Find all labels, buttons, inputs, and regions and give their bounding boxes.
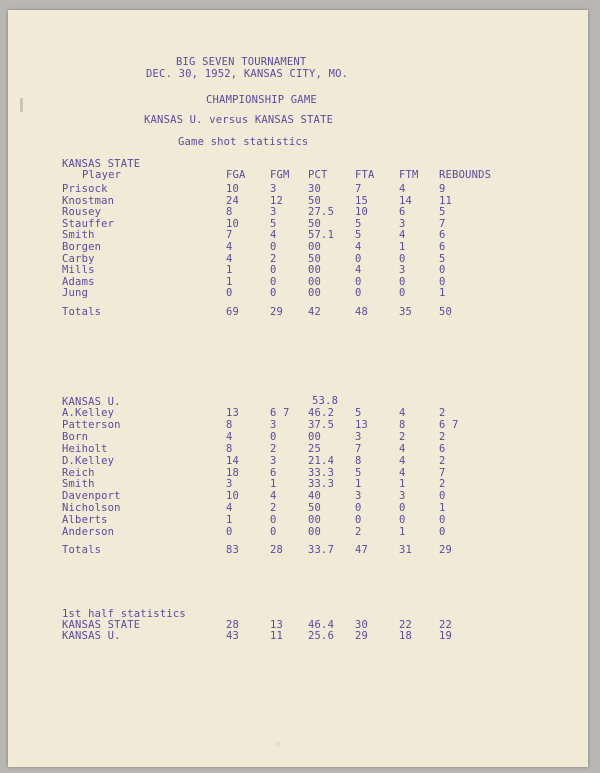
cell-fgm: 3 — [270, 454, 277, 467]
cell-fga: 4 — [226, 502, 233, 515]
cell-fta: 7 — [355, 442, 362, 455]
cell-reb: 5 — [439, 206, 446, 219]
stats-subtitle: Game shot statistics — [178, 136, 309, 148]
cell-name: A.Kelley — [62, 407, 115, 419]
cell-name: Mills — [62, 264, 95, 277]
cell-ftm: 4 — [399, 466, 406, 479]
total-pct: 33.7 — [308, 544, 335, 556]
table-row — [8, 407, 588, 418]
cell-fgm: 1 — [270, 478, 277, 491]
col-pct: PCT — [308, 169, 328, 181]
cell-ftm: 4 — [399, 442, 406, 455]
column-header-row — [8, 169, 588, 180]
cell-fta: 30 — [355, 619, 369, 631]
cell-fta: 4 — [355, 264, 362, 277]
cell-pct: 00 — [308, 526, 322, 538]
cell-fta: 13 — [355, 418, 369, 431]
cell-ftm: 3 — [399, 217, 406, 230]
cell-fta: 5 — [355, 466, 362, 479]
total-name: Totals — [62, 544, 102, 556]
total-fta: 47 — [355, 544, 369, 556]
cell-pct: 33.3 — [308, 478, 335, 491]
cell-reb: 2 — [439, 454, 446, 467]
cell-reb: 0 — [439, 490, 446, 503]
table-row — [8, 455, 588, 466]
cell-pct: 50 — [308, 502, 322, 515]
table-row — [8, 478, 588, 489]
table-row — [8, 490, 588, 501]
table-row — [8, 241, 588, 252]
cell-pct: 46.2 — [308, 407, 335, 419]
cell-reb: 6 — [439, 442, 446, 455]
cell-fga: 3 — [226, 478, 233, 491]
cell-ftm: 0 — [399, 252, 406, 265]
cell-fta: 3 — [355, 490, 362, 503]
total-reb: 50 — [439, 306, 453, 318]
cell-fga: 1 — [226, 264, 233, 277]
cell-fga: 1 — [226, 275, 233, 288]
cell-fgm: 2 — [270, 252, 277, 265]
cell-ftm: 0 — [399, 287, 406, 300]
cell-ftm: 6 — [399, 206, 406, 219]
cell-name: Prisock — [62, 183, 108, 195]
cell-ftm: 0 — [399, 514, 406, 527]
cell-reb: 0 — [439, 275, 446, 288]
cell-name: Jung — [62, 287, 89, 300]
cell-fta: 0 — [355, 514, 362, 527]
cell-fta: 5 — [355, 229, 362, 242]
cell-reb: 6 — [439, 229, 446, 242]
col-rebounds: REBOUNDS — [439, 169, 492, 181]
cell-ftm: 14 — [399, 194, 413, 207]
total-fgm: 29 — [270, 306, 284, 318]
cell-pct: 33.3 — [308, 466, 335, 479]
col-ftm: FTM — [399, 169, 419, 181]
cell-name: Alberts — [62, 514, 108, 527]
cell-reb: 0 — [439, 514, 446, 527]
cell-reb: 5 — [439, 252, 446, 265]
cell-ftm: 18 — [399, 630, 413, 642]
cell-fgm: 0 — [270, 514, 277, 527]
table-row — [8, 218, 588, 229]
cell-fta: 5 — [355, 217, 362, 230]
total-ftm: 31 — [399, 544, 413, 556]
table-row — [8, 183, 588, 194]
pct-correction: 53.8 — [312, 395, 339, 407]
cell-fta: 7 — [355, 183, 362, 195]
cell-reb: 0 — [439, 264, 446, 277]
faint-stamp: ○ — [276, 740, 281, 748]
cell-fga: 1 — [226, 514, 233, 527]
cell-fta: 8 — [355, 454, 362, 467]
cell-fgm: 0 — [270, 275, 277, 288]
cell-fta: 10 — [355, 206, 369, 219]
cell-fga: 14 — [226, 454, 240, 467]
cell-ftm: 0 — [399, 275, 406, 288]
total-fta: 48 — [355, 306, 369, 318]
cell-fga: 43 — [226, 630, 240, 642]
table-row — [8, 431, 588, 442]
cell-fga: 8 — [226, 418, 233, 431]
cell-fgm: 2 — [270, 442, 277, 455]
cell-fgm: 3 — [270, 418, 277, 431]
cell-pct: 00 — [308, 275, 322, 288]
cell-name: Nicholson — [62, 502, 121, 515]
cell-ftm: 2 — [399, 430, 406, 443]
cell-ftm: 4 — [399, 407, 406, 419]
cell-fgm: 13 — [270, 619, 284, 631]
cell-pct: 27.5 — [308, 206, 335, 219]
table-row — [8, 514, 588, 525]
cell-name: KANSAS STATE — [62, 619, 141, 631]
matchup: KANSAS U. versus KANSAS STATE — [144, 114, 334, 126]
team-name-kansas-state: KANSAS STATE — [62, 158, 141, 170]
cell-fgm: 5 — [270, 217, 277, 230]
cell-fgm: 12 — [270, 194, 284, 207]
cell-fgm: 0 — [270, 241, 277, 253]
col-player: Player — [82, 169, 122, 181]
cell-name: Borgen — [62, 241, 102, 253]
cell-pct: 30 — [308, 183, 322, 195]
cell-fga: 8 — [226, 206, 233, 219]
col-fga: FGA — [226, 169, 246, 181]
cell-pct: 50 — [308, 252, 322, 265]
cell-fgm: 3 — [270, 206, 277, 219]
cell-reb: 7 — [439, 217, 446, 230]
cell-reb: 11 — [439, 194, 453, 207]
cell-fga: 7 — [226, 229, 233, 242]
cell-reb: 1 — [439, 287, 446, 300]
cell-reb: 1 — [439, 502, 446, 515]
cell-pct: 00 — [308, 430, 322, 443]
cell-pct: 00 — [308, 514, 322, 527]
cell-pct: 25 — [308, 442, 322, 455]
col-fgm: FGM — [270, 169, 290, 181]
cell-fta: 0 — [355, 287, 362, 300]
cell-ftm: 4 — [399, 454, 406, 467]
cell-pct: 57.1 — [308, 229, 335, 242]
cell-pct: 00 — [308, 287, 322, 300]
cell-fgm: 0 — [270, 430, 277, 443]
total-fga: 83 — [226, 544, 240, 556]
cell-fgm: 4 — [270, 490, 277, 503]
cell-ftm: 4 — [399, 183, 406, 195]
total-pct: 42 — [308, 306, 322, 318]
cell-fgm: 6 — [270, 466, 277, 479]
cell-ftm: 4 — [399, 229, 406, 242]
cell-fga: 10 — [226, 217, 240, 230]
total-ftm: 35 — [399, 306, 413, 318]
cell-fta: 2 — [355, 526, 362, 538]
cell-ftm: 3 — [399, 264, 406, 277]
table-row — [8, 195, 588, 206]
punch-mark — [20, 98, 23, 112]
table-row — [8, 276, 588, 287]
cell-reb: 2 — [439, 478, 446, 491]
cell-fga: 4 — [226, 241, 233, 253]
cell-fga: 18 — [226, 466, 240, 479]
tournament-title: BIG SEVEN TOURNAMENT — [176, 56, 307, 68]
date-place: DEC. 30, 1952, KANSAS CITY, MO. — [146, 68, 349, 80]
cell-fgm: 0 — [270, 287, 277, 300]
cell-name: Anderson — [62, 526, 115, 538]
cell-fgm: 0 — [270, 264, 277, 277]
total-fgm: 28 — [270, 544, 284, 556]
cell-ftm: 3 — [399, 490, 406, 503]
team-name-kansas-u: KANSAS U. — [62, 396, 121, 408]
total-name: Totals — [62, 306, 102, 318]
cell-fgm: 4 — [270, 229, 277, 242]
cell-reb: 0 — [439, 526, 446, 538]
cell-name: D.Kelley — [62, 454, 115, 467]
cell-fgm: 3 — [270, 183, 277, 195]
cell-fgm: 11 — [270, 630, 284, 642]
cell-fga: 28 — [226, 619, 240, 631]
cell-fgm: 2 — [270, 502, 277, 515]
cell-fga: 13 — [226, 407, 240, 419]
document-page — [8, 10, 588, 767]
cell-fga: 10 — [226, 490, 240, 503]
cell-name: Patterson — [62, 418, 121, 431]
table-row — [8, 264, 588, 275]
cell-pct: 00 — [308, 264, 322, 277]
cell-name: Knostman — [62, 194, 115, 207]
cell-pct: 40 — [308, 490, 322, 503]
cell-fga: 8 — [226, 442, 233, 455]
cell-ftm: 0 — [399, 502, 406, 515]
cell-name: Adams — [62, 275, 95, 288]
cell-fga: 4 — [226, 430, 233, 443]
cell-fta: 0 — [355, 502, 362, 515]
cell-fga: 4 — [226, 252, 233, 265]
cell-name: Smith — [62, 478, 95, 491]
table-row — [8, 526, 588, 537]
cell-reb: 6 — [439, 241, 446, 253]
cell-pct: 46.4 — [308, 619, 335, 631]
total-reb: 29 — [439, 544, 453, 556]
cell-pct: 00 — [308, 241, 322, 253]
table-row — [8, 419, 588, 430]
cell-fta: 1 — [355, 478, 362, 491]
cell-name: Stauffer — [62, 217, 115, 230]
col-fta: FTA — [355, 169, 375, 181]
cell-name: Born — [62, 430, 89, 443]
table-row — [8, 502, 588, 513]
cell-ftm: 8 — [399, 418, 406, 431]
total-fga: 69 — [226, 306, 240, 318]
cell-fga: 10 — [226, 183, 240, 195]
cell-reb: 7 — [439, 466, 446, 479]
cell-fta: 29 — [355, 630, 369, 642]
table-row — [8, 619, 588, 630]
table-row — [8, 630, 588, 641]
cell-fgm: 6 7 — [270, 407, 290, 419]
cell-fga: 24 — [226, 194, 240, 207]
table-row — [8, 253, 588, 264]
cell-ftm: 22 — [399, 619, 413, 631]
cell-fta: 5 — [355, 407, 362, 419]
totals-row — [8, 544, 588, 555]
cell-reb: 6 7 — [439, 418, 459, 431]
cell-pct: 21.4 — [308, 454, 335, 467]
cell-pct: 25.6 — [308, 630, 335, 642]
totals-row — [8, 306, 588, 317]
game-title: CHAMPIONSHIP GAME — [206, 94, 317, 106]
cell-fga: 0 — [226, 287, 233, 300]
cell-fta: 3 — [355, 430, 362, 443]
cell-reb: 19 — [439, 630, 453, 642]
cell-reb: 22 — [439, 619, 453, 631]
cell-ftm: 1 — [399, 241, 406, 253]
cell-fta: 15 — [355, 194, 369, 207]
cell-name: Davenport — [62, 490, 121, 503]
cell-pct: 37.5 — [308, 418, 335, 431]
cell-name: Heiholt — [62, 442, 108, 455]
cell-fta: 4 — [355, 241, 362, 253]
table-row — [8, 467, 588, 478]
cell-reb: 2 — [439, 430, 446, 443]
table-row — [8, 287, 588, 298]
cell-ftm: 1 — [399, 526, 406, 538]
cell-name: Reich — [62, 466, 95, 479]
cell-reb: 2 — [439, 407, 446, 419]
cell-fga: 0 — [226, 526, 233, 538]
table-row — [8, 206, 588, 217]
cell-fta: 0 — [355, 252, 362, 265]
cell-name: Smith — [62, 229, 95, 242]
table-row — [8, 443, 588, 454]
cell-pct: 50 — [308, 194, 322, 207]
cell-pct: 50 — [308, 217, 322, 230]
cell-reb: 9 — [439, 183, 446, 195]
first-half-title: 1st half statistics — [62, 608, 186, 620]
table-row — [8, 229, 588, 240]
cell-name: Carby — [62, 252, 95, 265]
cell-name: Rousey — [62, 206, 102, 219]
cell-fgm: 0 — [270, 526, 277, 538]
cell-fta: 0 — [355, 275, 362, 288]
cell-name: KANSAS U. — [62, 630, 121, 642]
cell-ftm: 1 — [399, 478, 406, 491]
